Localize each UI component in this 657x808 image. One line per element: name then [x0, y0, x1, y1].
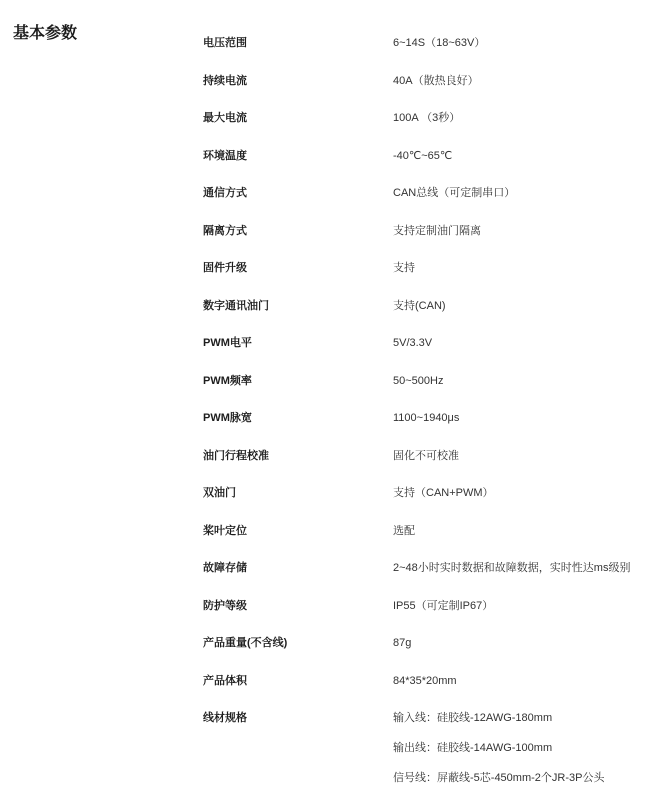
spec-label: 双油门: [203, 487, 236, 499]
spec-label: 桨叶定位: [203, 524, 247, 537]
spec-label: 产品重量(不含线): [203, 637, 288, 649]
spec-row-dimensions: [203, 670, 653, 708]
spec-label: PWM电平: [203, 337, 252, 349]
spec-row-voltage-range: [203, 32, 653, 70]
spec-label: 持续电流: [203, 74, 247, 87]
spec-value: 6~14S（18~63V）: [393, 37, 486, 49]
wire-spec-output-line: 输出线：硅胶线-14AWG-100mm: [393, 742, 553, 754]
spec-row-pwm-level: [203, 332, 653, 370]
spec-value: 选配: [393, 524, 415, 537]
spec-value: 固化不可校准: [393, 449, 459, 462]
spec-value: CAN总线（可定制串口）: [393, 187, 516, 199]
wire-spec-signal-line: 信号线：屏蔽线-5芯-450mm-2个JR-3P公头: [393, 772, 605, 784]
spec-row-ambient-temperature: [203, 145, 653, 183]
wire-spec-input-line: 输入线：硅胶线-12AWG-180mm: [393, 712, 553, 724]
spec-row-firmware-upgrade: [203, 257, 653, 295]
spec-value: -40℃~65℃: [393, 149, 453, 162]
spec-value: 100A （3秒）: [393, 112, 461, 124]
spec-label: 故障存储: [203, 562, 247, 574]
spec-value: 5V/3.3V: [393, 337, 433, 349]
spec-row-pwm-pulse-width: [203, 407, 653, 445]
spec-label: 线材规格: [203, 712, 247, 724]
section-title: 基本参数: [13, 25, 78, 42]
spec-row-pwm-frequency: [203, 370, 653, 408]
spec-value: 2~48小时实时数据和故障数据，实时性达ms级别: [393, 562, 631, 574]
spec-label: 隔离方式: [203, 224, 247, 237]
spec-label: PWM频率: [203, 374, 252, 387]
spec-label: 油门行程校准: [203, 449, 269, 462]
spec-value: 支持定制油门隔离: [393, 224, 481, 237]
spec-row-digital-throttle: [203, 295, 653, 333]
spec-value: 支持(CAN): [393, 299, 446, 312]
spec-row-weight: [203, 632, 653, 670]
spec-row-wire-spec: [203, 707, 653, 784]
spec-value: 支持: [393, 262, 415, 274]
spec-row-throttle-calibration: [203, 445, 653, 483]
spec-label: 固件升级: [203, 262, 247, 274]
spec-value: 87g: [393, 637, 412, 649]
spec-value: IP55（可定制IP67）: [393, 599, 494, 612]
spec-label: 电压范围: [203, 37, 247, 49]
spec-table: [203, 32, 653, 784]
spec-value: 84*35*20mm: [393, 674, 457, 687]
spec-row-max-current: [203, 107, 653, 145]
spec-row-fault-storage: [203, 557, 653, 595]
spec-value: 50~500Hz: [393, 374, 444, 387]
spec-label: 环境温度: [203, 149, 247, 162]
spec-value: 40A（散热良好）: [393, 74, 479, 87]
spec-row-blade-positioning: [203, 520, 653, 558]
spec-value: 支持（CAN+PWM）: [393, 487, 494, 499]
spec-label: 最大电流: [203, 112, 247, 124]
spec-row-isolation: [203, 220, 653, 258]
spec-row-communication: [203, 182, 653, 220]
spec-row-dual-throttle: [203, 482, 653, 520]
spec-label: 防护等级: [203, 599, 247, 612]
spec-value: 1100~1940μs: [393, 412, 460, 424]
spec-label: PWM脉宽: [203, 412, 252, 424]
spec-label: 产品体积: [203, 674, 247, 687]
wire-spec-values: [393, 707, 604, 797]
spec-row-continuous-current: [203, 70, 653, 108]
spec-label: 通信方式: [203, 187, 247, 199]
spec-label: 数字通讯油门: [203, 299, 269, 312]
spec-row-protection-rating: [203, 595, 653, 633]
